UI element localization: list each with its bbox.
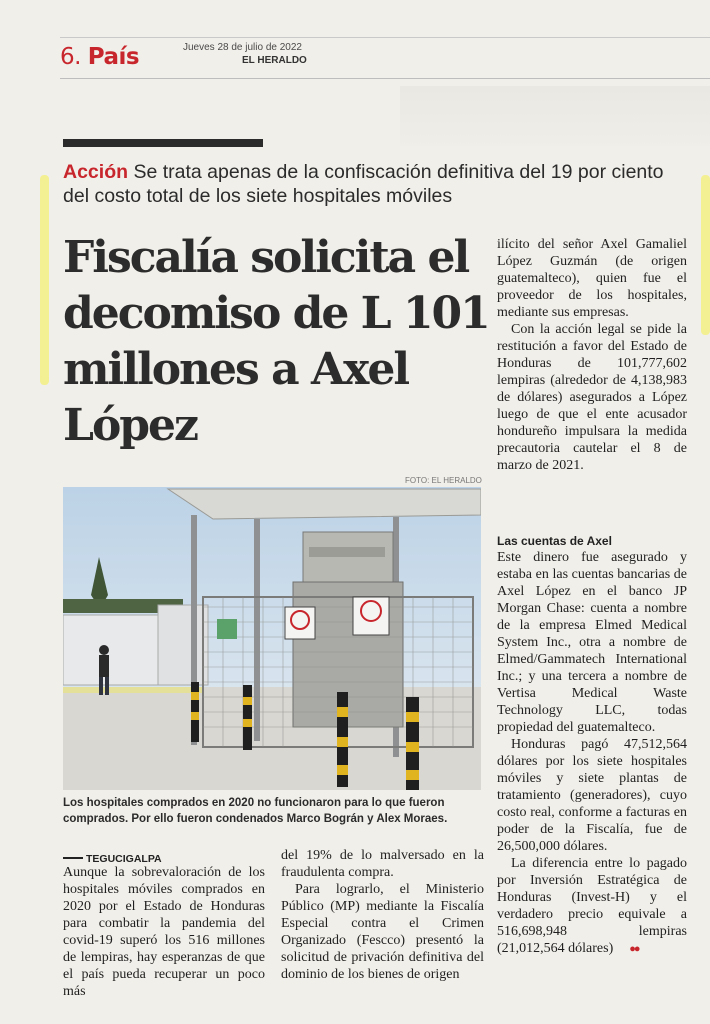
photo-credit: FOTO: EL HERALDO [405,476,482,485]
column-3-paragraph-4: Honduras pagó 47,512,564 dólares por los siete hospitales móviles y siete plantas de tratamiento (generadores), cuyo costo real, conforme a facturas en poder de la Fiscalía, fue de 26,500,000 dólares. [497,737,687,854]
column-3-paragraph-5 [497,855,687,958]
column-1-text: Aunque la sobrevaloración de los hospitales móviles comprados en 2020 por el Estado de Honduras para combatir la pandemia del covid-19 superó los 516 millones de lempiras, hay esperanzas de que el país pueda recuperar un poco más [63,865,265,999]
column-3-paragraph-2: Con la acción legal se pide la restitución a favor del Estado de Honduras de 101,777,602 lempiras (alrededor de 4,138,983 de dólares) asegurados a López luego de que el ente acusador hondureño impulsara la medida precautoria cautelar el 8 de marzo de 2021. [497,322,687,473]
hospital-photo-illustration [63,487,481,790]
section-name: País [87,44,140,70]
section-number: 6. [60,44,81,70]
highlighter-mark-right [701,175,710,335]
column-3-bottom [497,549,687,958]
header-rule [60,78,710,79]
show-through-area [400,86,710,146]
column-2-paragraph-1: del 19% de lo malversado en la fraudulenta compra. [281,848,484,880]
deck-label: Acción [63,161,129,183]
dateline-text: TEGUCIGALPA [86,853,162,865]
column-3-paragraph-1: ilícito del señor Axel Gamaliel López Guzmán (de origen guatemalteco), quien fue el proveedor de los hospitales, mediante sus empresas. [497,237,687,320]
deck-bar [63,139,263,147]
column-3-paragraph-3: Este dinero fue asegurado y estaba en las cuentas bancarias de Axel López en el banco JP Morgan Chase: cuenta a nombre de la empresa Elmed Medical System Inc., otra a nombre de Elmed/Gammatech International Inc.; y una tercera a nombre de Vertisa Medical Waste Technology LLC, todas propiedad del guatemalteco. [497,550,687,735]
column-3-paragraph-5-text: La diferencia entre lo pagado por Inversión Estratégica de Honduras (Invest-H) y el verdadero precio equivale a 516,698,948 lempiras (21,012,564 dólares) [497,856,687,956]
photo-caption: Los hospitales comprados en 2020 no funcionaron para lo que fueron comprados. Por ello fueron condenados Marco Bográn y Alex Moraes. [63,797,448,825]
top-rule [60,37,710,38]
dateline-rule [63,857,83,859]
deck-text: Se trata apenas de la confiscación definitiva del 19 por ciento del costo total de los siete hospitales móviles [63,161,664,207]
end-mark: ●● [629,943,639,955]
section-subhead: Las cuentas de Axel [497,534,612,548]
column-1 [63,864,265,1000]
article-deck [63,160,678,208]
column-3-top [497,236,687,474]
article-headline: Fiscalía solicita el decomiso de L 101 millones a Axel López [63,232,489,451]
column-2-paragraph-2: Para lograrlo, el Ministerio Público (MP) mediante la Fiscalía Especial contra el Crimen Organizado (Fescco) presentó la solicitud de privación definitiva del dominio de los bienes de origen [281,882,484,982]
column-2 [281,847,484,983]
highlighter-mark-left [40,175,49,385]
article-photo [63,487,481,790]
newspaper-name: EL HERALDO [242,55,307,66]
publication-date: Jueves 28 de julio de 2022 [183,42,302,53]
section-label [60,44,139,70]
